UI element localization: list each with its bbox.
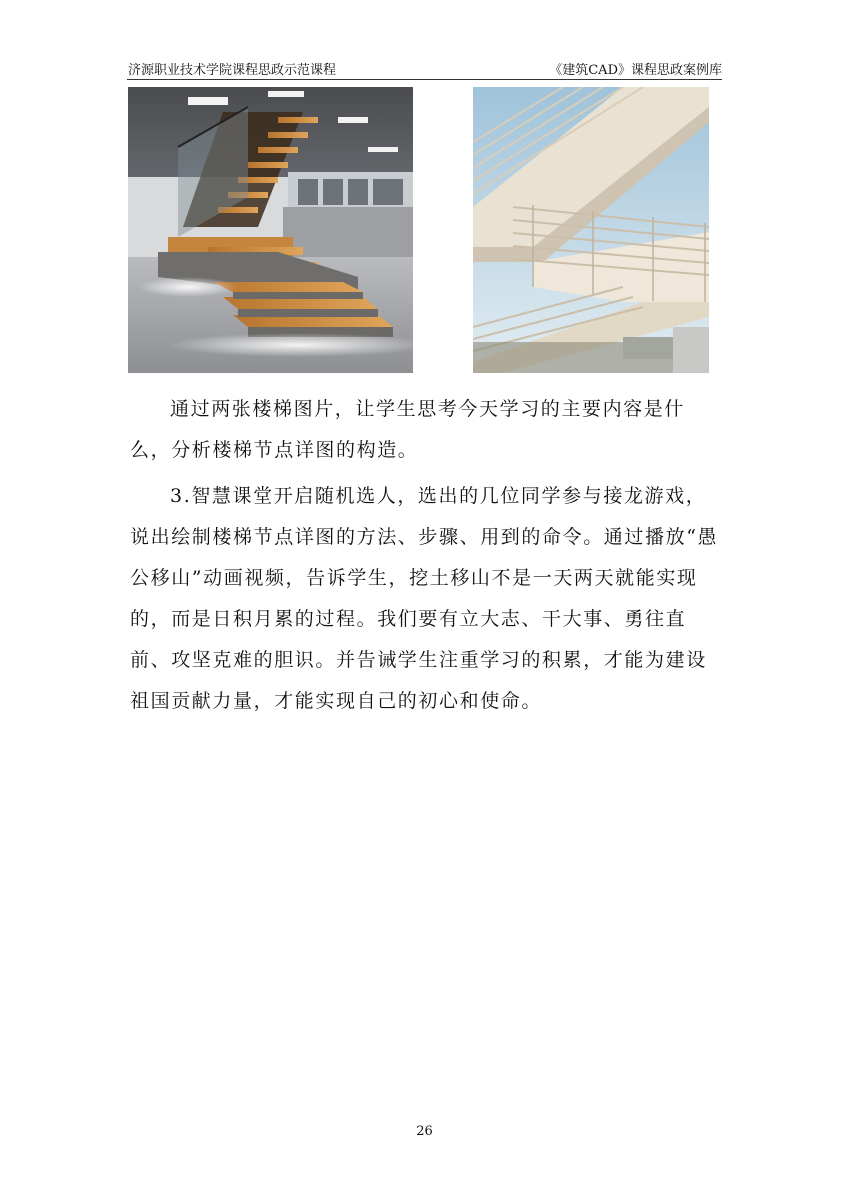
paragraph-2-text: 3.智慧课堂开启随机选人，选出的几位同学参与接龙游戏，说出绘制楼梯节点详图的方法、步骤、用到的命令。通过播放“愚公移山”动画视频，告诉学生，挖土移山不是一天两天就能实现的，而是日积月累的过程。我们要有立大志、干大事、勇往直前、攻坚克难的胆识。并告诫学生注重学习的积累，才能为建设祖国贡献力量，才能实现自己的初心和使命。 [130, 485, 719, 712]
body-paragraph-1 [130, 389, 725, 471]
page-header [127, 57, 722, 80]
header-course-title: 《建筑CAD》课程思政案例库 [549, 63, 722, 78]
paragraph-1-text: 通过两张楼梯图片，让学生思考今天学习的主要内容是什么，分析楼梯节点详图的构造。 [130, 398, 686, 461]
page-number: 26 [416, 1124, 433, 1139]
indoor-wooden-staircase-photo [128, 87, 413, 373]
outdoor-steel-staircase-photo [473, 87, 709, 373]
header-college-title: 济源职业技术学院课程思政示范课程 [128, 63, 337, 78]
body-paragraph-2 [130, 476, 725, 722]
